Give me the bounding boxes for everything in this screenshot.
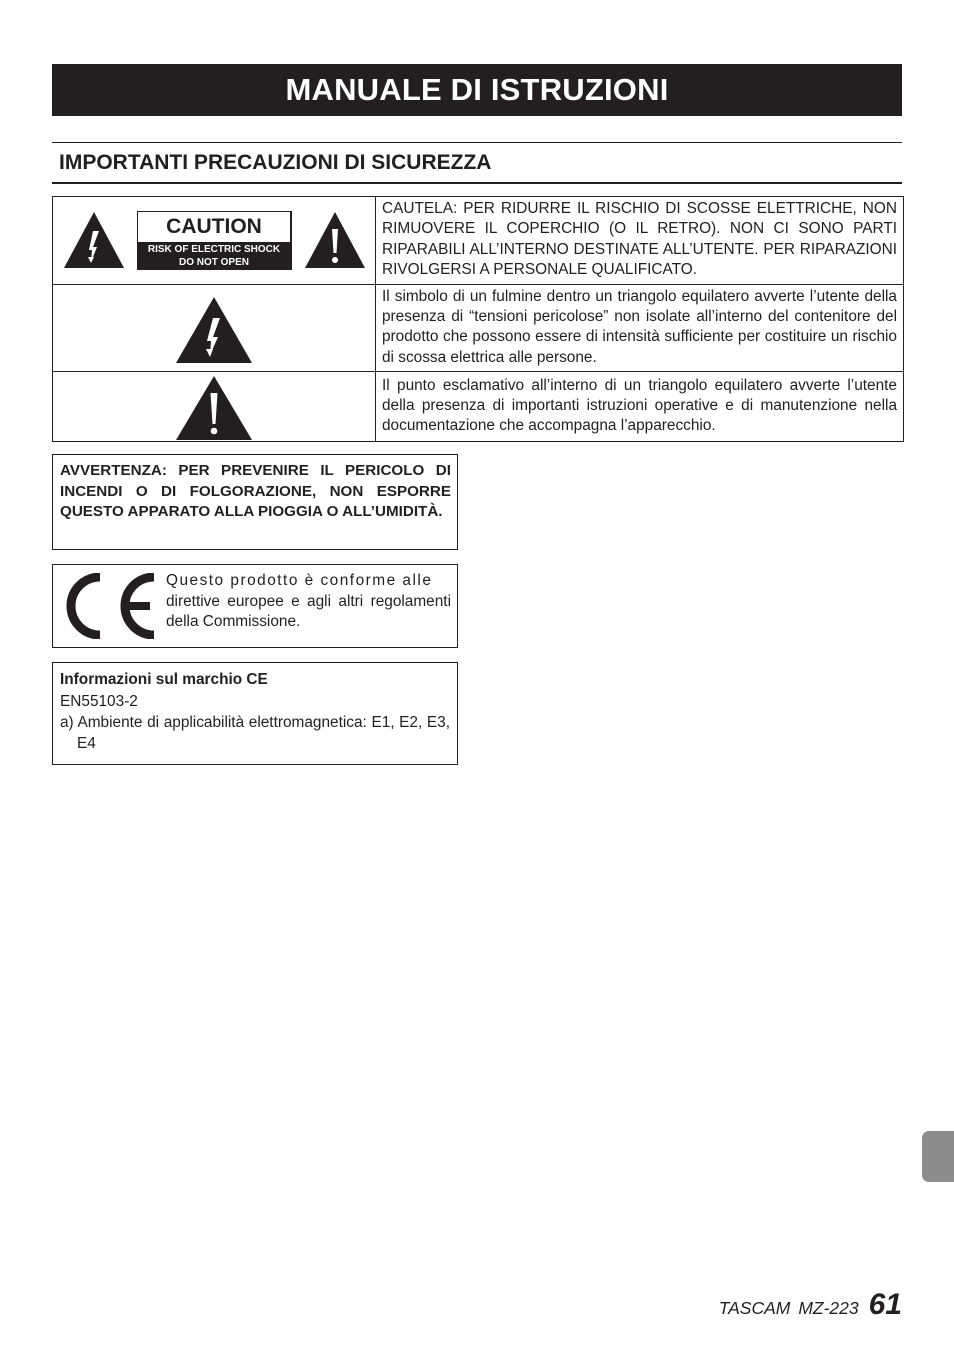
- section-title: IMPORTANTI PRECAUZIONI DI SICUREZZA: [59, 151, 492, 174]
- section-rule-bottom: [52, 182, 902, 184]
- ce-info-box: [52, 662, 458, 765]
- ce-text-line1: Questo prodotto è conforme alle: [166, 572, 433, 589]
- page-number: 61: [868, 1288, 902, 1321]
- page-title-bar: [52, 64, 902, 116]
- ce-text-rest: direttive europee e agli altri regolamenti della Commissione.: [166, 592, 451, 631]
- ce-compliance-text: [166, 571, 451, 633]
- caution-subtext-2: DO NOT OPEN: [178, 257, 249, 269]
- table-row: [53, 284, 904, 372]
- footer-model: MZ-223: [798, 1298, 859, 1318]
- lightning-triangle-icon: [175, 296, 253, 364]
- lightning-icon-cell: [53, 284, 376, 372]
- ce-mark-icon: [59, 573, 155, 639]
- caution-subtext-1: RISK OF ELECTRIC SHOCK: [147, 244, 281, 256]
- exclamation-triangle-icon: [304, 211, 366, 269]
- ce-compliance-box: [52, 564, 458, 648]
- footer-brand: TASCAM: [718, 1298, 791, 1318]
- caution-text: CAUTELA: PER RIDURRE IL RISCHIO DI SCOSSE ELETTRICHE, NON RIMUOVERE IL COPERCHIO (O IL RETRO). NON CI SONO PARTI RIPARABILI ALL’INTERNO DESTINATE ALL’UTENTE. PER RIPARAZIONI RIVOLGERSI A PERSONALE QUALIFICATO.: [376, 197, 904, 285]
- exclamation-icon-cell: [53, 372, 376, 442]
- caution-icon-cell: [53, 197, 376, 285]
- fire-shock-warning: AVVERTENZA: PER PREVENIRE IL PERICOLO DI INCENDI O DI FOLGORAZIONE, NON ESPORRE QUESTO APPARATO ALLA PIOGGIA O ALL’UMIDITÀ.: [52, 454, 458, 550]
- ce-standard: EN55103-2: [60, 693, 138, 710]
- ce-info-heading: Informazioni sul marchio CE: [60, 671, 268, 688]
- caution-word: CAUTION: [138, 212, 290, 242]
- table-row: [53, 197, 904, 285]
- lightning-description: Il simbolo di un fulmine dentro un triangolo equilatero avverte l’utente della presenza di “tensioni pericolose” non isolate all’interno del contenitore del prodotto che possono essere di intensità sufficiente per costituire un rischio di scossa elettrica alle persone.: [376, 284, 904, 372]
- chapter-tab: [922, 1131, 954, 1182]
- table-row: [53, 372, 904, 442]
- exclamation-description: Il punto esclamativo all’interno di un triangolo equilatero avverte l’utente della presenza di importanti istruzioni operative e di manutenzione nella documentazione che accompagna l’apparecchio.: [376, 372, 904, 442]
- exclamation-triangle-icon: [175, 375, 253, 441]
- section-rule-top: [52, 142, 902, 143]
- ce-environment-item: a) Ambiente di applicabilità elettromagnetica: E1, E2, E3, E4: [60, 714, 450, 752]
- page-footer: [719, 1288, 902, 1322]
- safety-symbols-table: [52, 196, 904, 442]
- caution-label: [137, 211, 292, 270]
- page-title: MANUALE DI ISTRUZIONI: [285, 72, 669, 107]
- lightning-triangle-icon: [63, 211, 125, 269]
